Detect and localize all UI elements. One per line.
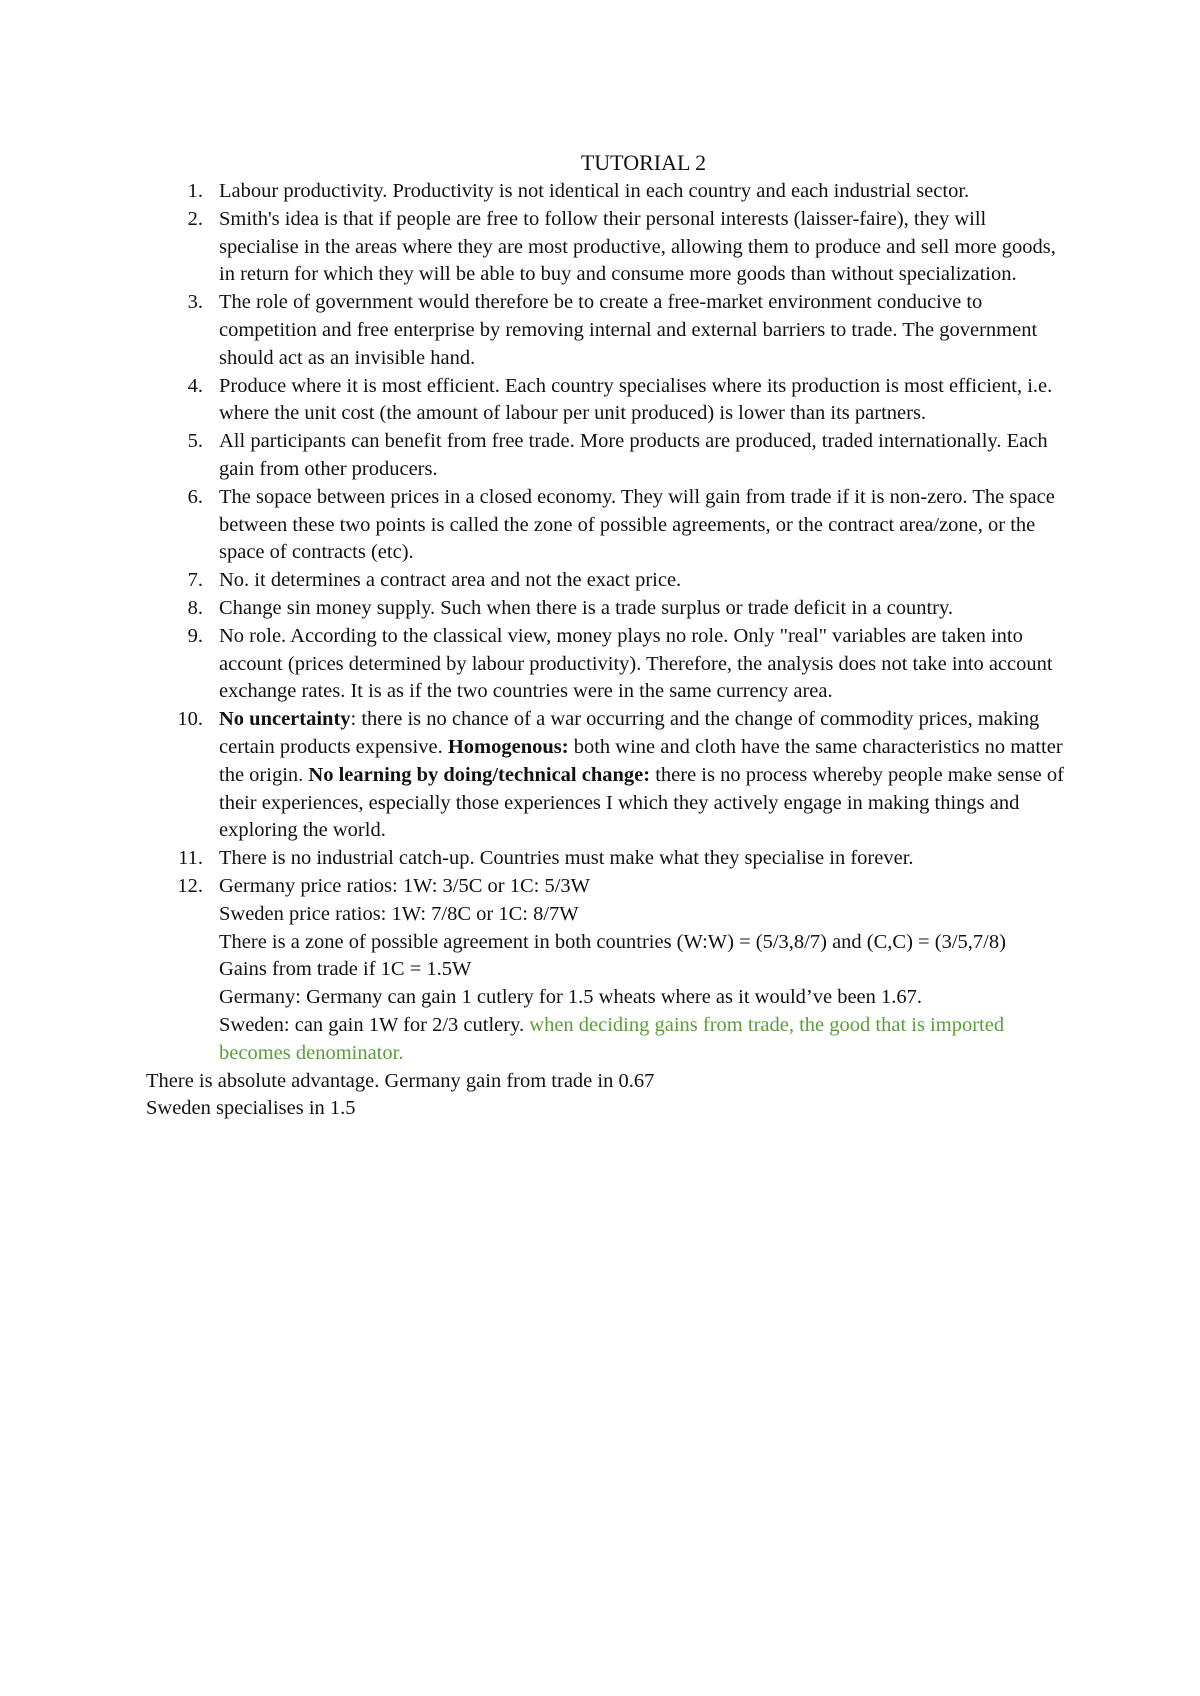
list-item bbox=[146, 373, 1071, 429]
list-item bbox=[146, 706, 1071, 845]
item-text: No. it determines a contract area and not the exact price. bbox=[219, 569, 682, 592]
item-number: 5. bbox=[187, 430, 203, 453]
list-item bbox=[146, 206, 1071, 289]
item-number: 1. bbox=[187, 180, 203, 202]
item-number: 3. bbox=[187, 291, 203, 314]
term-no-learning: No learning by doing/technical change: bbox=[308, 763, 651, 786]
list-item bbox=[146, 289, 1071, 372]
absolute-advantage-line: There is absolute advantage. Germany gain from trade in 0.67 bbox=[146, 1069, 655, 1092]
item-number: 9. bbox=[187, 624, 203, 647]
item-text: both wine and cloth have the same characteristics no matter the origin. bbox=[219, 735, 1063, 786]
item-text: there is no process whereby people make sense of their experiences, especially those experiences I which they actively engage in making things and exploring the world. bbox=[219, 763, 1064, 842]
gains-from-trade: Gains from trade if 1C = 1.5W bbox=[219, 958, 472, 981]
list-item bbox=[146, 428, 1071, 484]
item-text: Change sin money supply. Such when there is a trade surplus or trade deficit in a country. bbox=[219, 596, 954, 619]
germany-price-ratios: Germany price ratios: 1W: 3/5C or 1C: 5/3W bbox=[219, 874, 591, 897]
item-text: No role. According to the classical view, money plays no role. Only "real" variables are taken into account (prices determined by labour productivity). Therefore, the analysis does not take into account exchange rates. It is as if the two countries were in the same currency area. bbox=[219, 624, 1053, 703]
item-text: Produce where it is most efficient. Each country specialises where its production is most efficient, i.e. where the unit cost (the amount of labour per unit produced) is lower than its partners. bbox=[219, 374, 1053, 425]
germany-gain: Germany: Germany can gain 1 cutlery for 1.5 wheats where as it would’ve been 1.67. bbox=[219, 986, 923, 1009]
item-text: The role of government would therefore be to create a free-market environment conducive to competition and free enterprise by removing internal and external barriers to trade. The government should act as an invisible hand. bbox=[219, 291, 1038, 369]
trailing-text bbox=[146, 1068, 1071, 1124]
item-text: There is no industrial catch-up. Countries must make what they specialise in forever. bbox=[219, 847, 914, 870]
sweden-specialises-line: Sweden specialises in 1.5 bbox=[146, 1097, 356, 1120]
item-number: 8. bbox=[187, 596, 203, 619]
item-number: 7. bbox=[187, 569, 203, 592]
term-homogenous: Homogenous: bbox=[447, 735, 569, 758]
list-item bbox=[146, 623, 1071, 706]
list-item bbox=[146, 845, 1071, 873]
list-item bbox=[146, 178, 1071, 206]
item-text: Smith's idea is that if people are free to follow their personal interests (laisser-faire), they will specialise in the areas where they are most productive, allowing them to produce and sell more goods, in return for which they will be able to buy and consume more goods than without specialization. bbox=[219, 207, 1056, 286]
list-item bbox=[146, 873, 1071, 1068]
list-item bbox=[146, 595, 1071, 623]
item-text: All participants can benefit from free trade. More products are produced, traded internationally. Each gain from other producers. bbox=[219, 430, 1048, 480]
item-number: 2. bbox=[187, 207, 203, 230]
list-item bbox=[146, 484, 1071, 567]
sweden-gain-line bbox=[219, 1012, 1071, 1068]
green-note: when deciding gains from trade, the good that is imported becomes denominator. bbox=[219, 1013, 1005, 1064]
term-no-uncertainty: No uncertainty bbox=[219, 708, 351, 731]
answer-list bbox=[146, 178, 1071, 1068]
item-number: 4. bbox=[187, 374, 203, 397]
sweden-price-ratios: Sweden price ratios: 1W: 7/8C or 1C: 8/7W bbox=[219, 902, 579, 925]
item-text: Labour productivity. Productivity is not identical in each country and each industrial sector. bbox=[219, 180, 970, 202]
item-number: 11. bbox=[178, 847, 203, 870]
sweden-gain: Sweden: can gain 1W for 2/3 cutlery. bbox=[219, 1013, 530, 1036]
item-text: : there is no chance of a war occurring and the change of commodity prices, making certain products expensive. bbox=[219, 708, 1040, 758]
list-item bbox=[146, 567, 1071, 595]
document-content bbox=[146, 148, 1071, 1123]
item-number: 10. bbox=[177, 708, 203, 731]
zone-of-agreement: There is a zone of possible agreement in both countries (W:W) = (5/3,8/7) and (C,C) = (3/5,7/8) bbox=[219, 930, 1006, 953]
item-number: 12. bbox=[177, 874, 203, 897]
document-title: TUTORIAL 2 bbox=[580, 150, 707, 175]
item-number: 6. bbox=[187, 485, 203, 508]
item-text: The sopace between prices in a closed economy. They will gain from trade if it is non-zero. The space between these two points is called the zone of possible agreements, or the contract area/zone, or the space of contracts (etc). bbox=[219, 485, 1055, 564]
